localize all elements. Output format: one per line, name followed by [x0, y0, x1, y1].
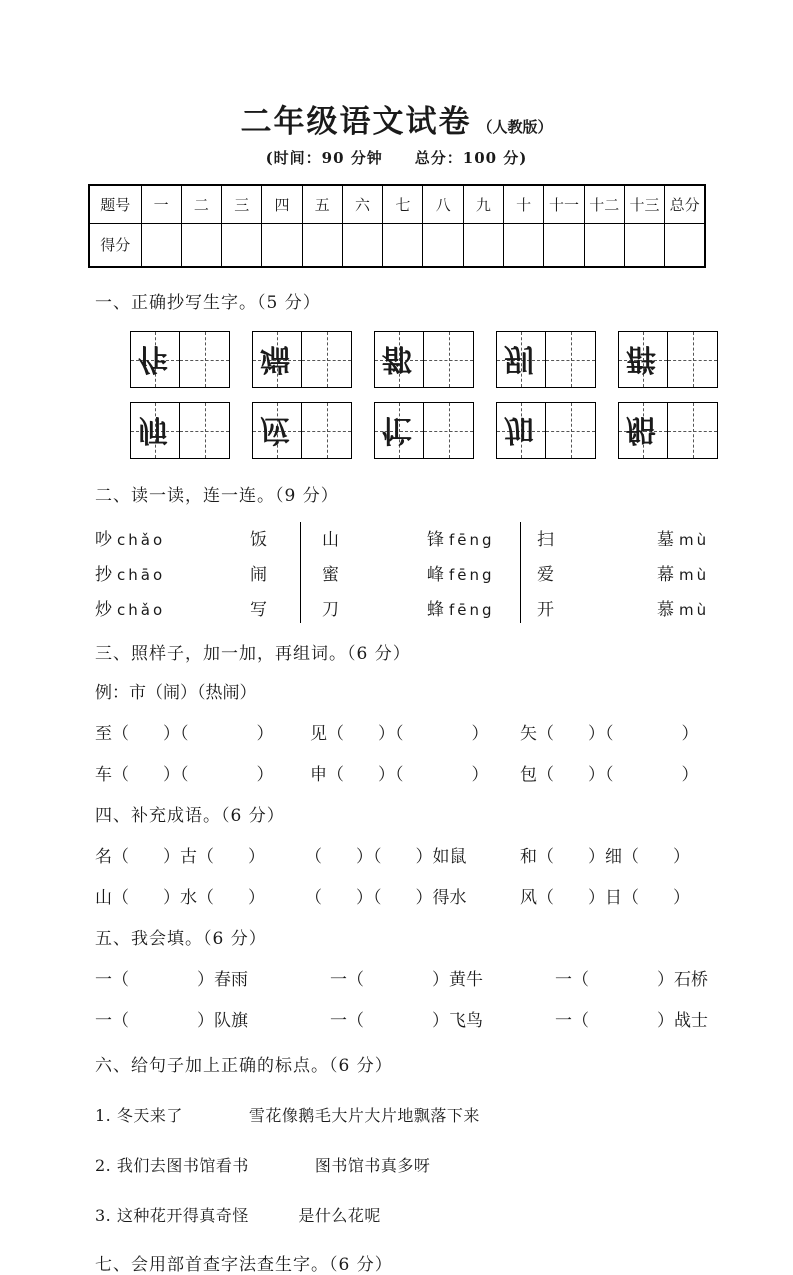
tianzige-group [252, 402, 352, 459]
divider-line [520, 522, 521, 623]
match-item: 闹 [250, 565, 267, 585]
pinyin: fēng [449, 566, 495, 584]
tianzige-cell-blank [668, 332, 717, 387]
section5-row [95, 1006, 735, 1031]
score-cell [262, 223, 302, 267]
fill-item: 一（ ）石桥 [555, 970, 708, 990]
col-header: 八 [423, 185, 463, 223]
fill-item: 一（ ）队旗 [95, 1011, 248, 1031]
fill-item: （ ）（ ）得水 [305, 888, 467, 908]
col-header: 二 [181, 185, 221, 223]
match-item [95, 560, 250, 585]
score-cell [665, 223, 705, 267]
hanzi: 锋 [427, 530, 444, 550]
score-label: 得分 [89, 223, 141, 267]
fill-item: 一（ ）飞鸟 [330, 1011, 483, 1031]
score-cell [463, 223, 503, 267]
tianzige-cell-char [497, 403, 546, 458]
punctuation-sentence: 3. 这种花开得真奇怪 是什么花呢 [95, 1206, 381, 1225]
flipped-character: 群 [626, 341, 656, 377]
hanzi: 峰 [427, 565, 444, 585]
match-item: 爱 [537, 565, 554, 585]
fill-item: 风（ ）日（ ） [520, 888, 690, 908]
match-item [657, 525, 713, 550]
col-header: 九 [463, 185, 503, 223]
score-table-header-row [89, 185, 705, 223]
flipped-character: 师 [138, 412, 168, 448]
fill-item: 名（ ）古（ ） [95, 847, 265, 867]
tianzige-group [374, 402, 474, 459]
col-header: 六 [342, 185, 382, 223]
score-cell [624, 223, 664, 267]
match-row [95, 520, 713, 555]
tianzige-cell-char [253, 403, 302, 458]
tianzige-cell-char [619, 403, 668, 458]
col-header: 七 [383, 185, 423, 223]
flipped-character: 应 [260, 412, 290, 448]
pinyin: fēng [449, 531, 495, 549]
match-item [95, 595, 250, 620]
col-header: 十一 [544, 185, 584, 223]
col-header: 十三 [624, 185, 664, 223]
score-cell [302, 223, 342, 267]
fill-item: 矢（ ）（ ） [520, 724, 699, 744]
exam-time-score: (时间：90 分钟 总分：100 分) [265, 149, 528, 167]
pinyin: mù [679, 531, 710, 549]
match-item: 饭 [250, 530, 267, 550]
tianzige-group [618, 402, 718, 459]
tianzige-cell-char [253, 332, 302, 387]
tianzige-cell-blank [302, 403, 351, 458]
tianzige-cell-char [497, 332, 546, 387]
tianzige-cell-blank [302, 332, 351, 387]
pinyin: chǎo [117, 601, 166, 619]
fill-item: 包（ ）（ ） [520, 765, 699, 785]
fill-item: 一（ ）黄牛 [330, 970, 483, 990]
hanzi: 慕 [657, 600, 674, 620]
fill-item: 至（ ）（ ） [95, 724, 274, 744]
score-table-score-row [89, 223, 705, 267]
score-cell [544, 223, 584, 267]
score-cell [584, 223, 624, 267]
question-number-label: 题号 [89, 185, 141, 223]
score-cell [423, 223, 463, 267]
page-title: 二年级语文试卷 [240, 104, 472, 140]
copy-grid-row-2 [130, 402, 793, 459]
score-table [88, 184, 706, 268]
tianzige-cell-char [375, 332, 424, 387]
fill-item: 一（ ）战士 [555, 1011, 708, 1031]
flipped-character: 端 [260, 341, 290, 377]
pinyin: chǎo [117, 531, 166, 549]
hanzi: 吵 [95, 530, 112, 550]
section2-heading: 二、读一读，连一连。（9 分） [95, 486, 339, 506]
tianzige-group [374, 331, 474, 388]
tianzige-cell-char [131, 332, 180, 387]
flipped-character: 都 [382, 341, 412, 377]
tianzige-group [496, 331, 596, 388]
section3-example: 例：市（闹）（热闹） [95, 683, 257, 703]
divider-line [300, 522, 301, 623]
edition-label: （人教版） [477, 118, 553, 136]
match-item [657, 595, 713, 620]
score-cell [504, 223, 544, 267]
header [0, 96, 793, 141]
pinyin: fēng [449, 601, 495, 619]
section4-heading: 四、补充成语。（6 分） [95, 806, 285, 826]
tianzige-group [130, 402, 230, 459]
hanzi: 抄 [95, 565, 112, 585]
col-header: 十 [504, 185, 544, 223]
col-header: 三 [222, 185, 262, 223]
matching-exercise [95, 520, 713, 625]
score-cell [383, 223, 423, 267]
tianzige-cell-blank [424, 403, 473, 458]
score-cell [181, 223, 221, 267]
tianzige-cell-blank [180, 332, 229, 387]
match-item: 写 [250, 600, 267, 620]
section3-row [95, 719, 735, 744]
match-item [657, 560, 713, 585]
section7-heading: 七、会用部首查字法查生字。（6 分） [95, 1255, 393, 1275]
score-cell [222, 223, 262, 267]
fill-item: 见（ ）（ ） [310, 724, 489, 744]
col-header: 四 [262, 185, 302, 223]
flipped-character: 作 [138, 341, 168, 377]
section5-row [95, 965, 735, 990]
copy-grid-row-1 [130, 331, 793, 388]
hanzi: 幕 [657, 565, 674, 585]
tianzige-cell-blank [546, 332, 595, 387]
col-header: 总分 [665, 185, 705, 223]
tianzige-group [130, 331, 230, 388]
tianzige-cell-char [375, 403, 424, 458]
match-item: 蜜 [322, 565, 339, 585]
pinyin: chāo [117, 566, 166, 584]
score-cell [141, 223, 181, 267]
match-item [95, 525, 250, 550]
section4-row [95, 842, 735, 867]
tianzige-cell-char [619, 332, 668, 387]
col-header: 一 [141, 185, 181, 223]
pinyin: mù [679, 566, 710, 584]
tianzige-cell-blank [546, 403, 595, 458]
tianzige-group [618, 331, 718, 388]
col-header: 五 [302, 185, 342, 223]
hanzi: 炒 [95, 600, 112, 620]
section4-row [95, 883, 735, 908]
tianzige-cell-blank [424, 332, 473, 387]
punctuation-sentence: 2. 我们去图书馆看书 图书馆书真多呀 [95, 1156, 431, 1175]
section3-row [95, 760, 735, 785]
flipped-character: 别 [504, 341, 534, 377]
section1-heading: 一、正确抄写生字。（5 分） [95, 293, 321, 313]
section5-heading: 五、我会填。（6 分） [95, 929, 267, 949]
tianzige-group [252, 331, 352, 388]
section3-heading: 三、照样子，加一加，再组词。（6 分） [95, 644, 411, 664]
tianzige-cell-blank [180, 403, 229, 458]
fill-item: 山（ ）水（ ） [95, 888, 265, 908]
match-row [95, 590, 713, 625]
fill-item: 和（ ）细（ ） [520, 847, 690, 867]
tianzige-group [496, 402, 596, 459]
hanzi: 蜂 [427, 600, 444, 620]
match-item: 山 [322, 530, 339, 550]
match-item: 开 [537, 600, 554, 620]
match-item: 刀 [322, 600, 339, 620]
section6-heading: 六、给句子加上正确的标点。（6 分） [95, 1056, 393, 1076]
match-row [95, 555, 713, 590]
fill-item: 申（ ）（ ） [310, 765, 489, 785]
match-item: 扫 [537, 530, 554, 550]
hanzi: 墓 [657, 530, 674, 550]
flipped-character: 忙 [382, 412, 412, 448]
score-cell [342, 223, 382, 267]
flipped-character: 船 [626, 412, 656, 448]
fill-item: （ ）（ ）如鼠 [305, 847, 467, 867]
tianzige-cell-blank [668, 403, 717, 458]
tianzige-cell-char [131, 403, 180, 458]
col-header: 十二 [584, 185, 624, 223]
punctuation-sentence: 1. 冬天来了 雪花像鹅毛大片大片地飘落下来 [95, 1106, 480, 1125]
fill-item: 一（ ）春雨 [95, 970, 248, 990]
flipped-character: 加 [504, 412, 534, 448]
fill-item: 车（ ）（ ） [95, 765, 274, 785]
pinyin: mù [679, 601, 710, 619]
